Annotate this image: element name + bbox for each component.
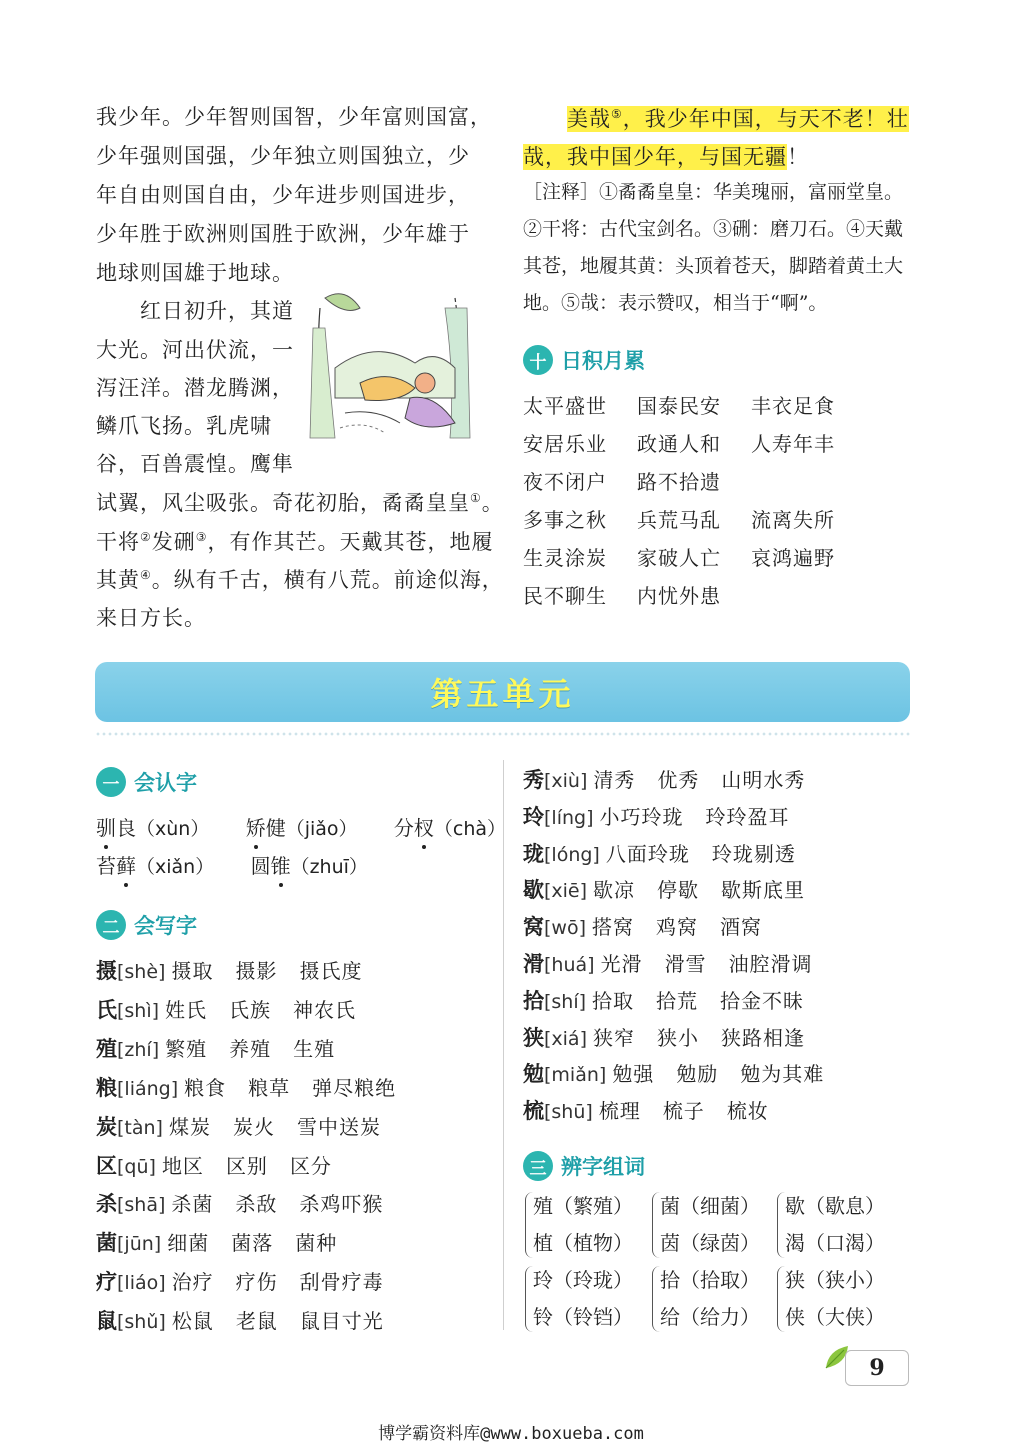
column-divider: [503, 760, 504, 1330]
write-pinyin: [liáng]: [117, 1077, 179, 1100]
write-char-row: [96, 1072, 418, 1102]
passage-line: 鳞爪飞扬。乳虎啸: [96, 414, 272, 438]
write-word: 拾金不昧: [720, 988, 805, 1013]
write-word: 鼠目寸光: [299, 1309, 384, 1334]
write-pinyin: [wō]: [544, 917, 586, 940]
write-char-row: [523, 985, 826, 1015]
word-pair-group: 菌（细菌） 茵（绿茵）: [660, 1188, 760, 1262]
phrase-row: 夜不闭户 路不拾遗: [523, 470, 721, 494]
write-word: 杀鸡吓猴: [299, 1192, 384, 1217]
write-word: 松鼠: [171, 1309, 214, 1334]
phrase-row: 太平盛世 国泰民安 丰衣足食: [523, 394, 835, 418]
write-pinyin: [xiá]: [544, 1027, 587, 1050]
write-pinyin: [líng]: [544, 806, 594, 829]
section-title: 会写字: [134, 914, 197, 938]
passage-line: 少年胜于欧洲则国胜于欧洲，少年雄于: [96, 222, 470, 246]
write-word: 繁殖: [165, 1036, 208, 1061]
write-word: 养殖: [229, 1036, 272, 1061]
phrase-row: 安居乐业 政通人和 人寿年丰: [523, 432, 835, 456]
write-word: 菌种: [295, 1231, 338, 1256]
write-word: 狭小: [657, 1025, 699, 1050]
note-line: ［注释］①矞矞皇皇：华美瑰丽，富丽堂皇。: [523, 181, 904, 203]
write-pinyin: [tàn]: [117, 1116, 163, 1139]
write-word: 八面玲珑: [605, 841, 690, 866]
passage-line: 地球则国雄于地球。: [96, 261, 294, 285]
write-char-row: [96, 1033, 357, 1063]
write-word: 区分: [289, 1153, 332, 1178]
write-char: 珑: [523, 840, 544, 866]
write-word: 细菌: [167, 1231, 210, 1256]
section-title: 日积月累: [561, 349, 645, 373]
write-char: 粮: [96, 1074, 117, 1100]
write-pinyin: [zhí]: [117, 1038, 160, 1061]
write-char-row: [96, 955, 384, 985]
word-pair-group: 玲（玲珑） 铃（铃铛）: [533, 1262, 633, 1336]
write-word: 摄氏度: [299, 959, 363, 983]
phrase-row: 民不聊生 内忧外患: [523, 584, 721, 608]
write-char: 菌: [96, 1230, 117, 1256]
write-char: 鼠: [96, 1308, 117, 1334]
word-pair-group: 狭（狭小） 侠（大侠）: [785, 1262, 885, 1336]
write-word: 老鼠: [235, 1309, 278, 1334]
write-word: 雪中送炭: [296, 1114, 381, 1139]
write-word: 油腔滑调: [728, 952, 813, 976]
write-word: 梳妆: [726, 1099, 769, 1124]
write-word: 菌落: [231, 1231, 274, 1256]
write-word: 治疗: [171, 1270, 214, 1295]
note-line: ②干将：古代宝剑名。③硎：磨刀石。④天戴: [523, 218, 904, 240]
passage-line: 干将②发硎③，有作其芒。天戴其苍，地履: [96, 530, 494, 554]
write-char: 疗: [96, 1269, 117, 1295]
write-word: 勉为其难: [740, 1062, 825, 1087]
write-word: 光滑: [600, 952, 643, 976]
write-pinyin: [xiē]: [544, 880, 588, 903]
read-row: 驯良（xùn） 矫健（jiǎo） 分杈（chà）: [96, 812, 536, 841]
write-char: 歇: [523, 877, 544, 903]
write-word: 疗伤: [235, 1270, 278, 1295]
unit-title: 第五单元: [430, 675, 575, 713]
section-title: 辨字组词: [561, 1155, 645, 1179]
write-char-row: [523, 764, 827, 794]
note-line: 其苍，地履其黄：头顶着苍天，脚踏着黄土大: [523, 255, 904, 277]
write-char: 秀: [523, 767, 544, 792]
write-word: 区别: [225, 1153, 268, 1178]
highlight-line-2: 哉，我中国少年，与国无疆！: [523, 145, 809, 169]
section-badge: 一: [96, 767, 126, 797]
write-char-row: [96, 1305, 406, 1335]
write-word: 酒窝: [720, 915, 762, 940]
passage-line: 年自由则国自由，少年进步则国进步，: [96, 183, 470, 207]
passage-line: 大光。河出伏流，一: [96, 338, 294, 362]
write-char-row: [96, 994, 378, 1024]
write-pinyin: [shì]: [117, 999, 160, 1022]
unit-banner: [95, 662, 910, 722]
write-word: 狭窄: [593, 1025, 635, 1050]
write-word: 梳子: [662, 1099, 705, 1124]
write-word: 山明水秀: [721, 768, 806, 792]
write-pinyin: [jūn]: [117, 1233, 162, 1256]
write-char-row: [523, 838, 818, 868]
write-word: 勉强: [612, 1062, 655, 1087]
write-char: 殖: [96, 1035, 117, 1061]
write-word: 氏族: [229, 997, 272, 1022]
write-char-row: [96, 1111, 403, 1141]
section-badge: 三: [523, 1151, 553, 1181]
write-word: 狭路相逢: [721, 1025, 805, 1050]
write-char: 区: [96, 1152, 117, 1178]
write-word: 优秀: [657, 768, 700, 792]
write-word: 杀敌: [235, 1192, 278, 1217]
write-word: 滑雪: [664, 952, 707, 976]
phrase-row: 生灵涂炭 家破人亡 哀鸿遍野: [523, 546, 835, 570]
write-char-row: [523, 874, 827, 904]
write-char: 拾: [523, 987, 544, 1013]
write-char-row: [523, 948, 835, 978]
write-word: 勉励: [676, 1062, 719, 1087]
passage-line: 试翼，风尘吸张。奇花初胎，矞矞皇皇①。: [96, 491, 504, 515]
write-word: 拾荒: [656, 988, 699, 1013]
write-pinyin: [xiù]: [544, 770, 588, 792]
write-char: 炭: [96, 1113, 117, 1139]
write-char: 杀: [96, 1191, 117, 1217]
write-char-row: [96, 1227, 359, 1257]
write-pinyin: [shí]: [544, 990, 587, 1013]
passage-line: 我少年。少年智则国智，少年富则国富，: [96, 105, 492, 129]
write-word: 煤炭: [168, 1114, 211, 1139]
passage-line: 来日方长。: [96, 606, 206, 630]
write-pinyin: [miǎn]: [544, 1064, 607, 1087]
write-word: 刮骨疗毒: [299, 1270, 384, 1295]
write-word: 玲珑剔透: [711, 841, 796, 866]
page-number: 9: [845, 1350, 909, 1386]
write-word: 杀菌: [171, 1192, 214, 1217]
write-word: 生殖: [293, 1036, 336, 1061]
passage-line: 少年强则国强，少年独立则国独立，少: [96, 144, 470, 168]
write-pinyin: [liáo]: [117, 1272, 166, 1295]
write-pinyin: [shā]: [117, 1194, 166, 1217]
write-char-row: [523, 801, 812, 831]
section-heading-read: [96, 767, 197, 797]
passage-line: 其黄④。纵有千古，横有八荒。前途似海，: [96, 568, 504, 592]
write-word: 炭火: [232, 1114, 275, 1139]
write-char: 梳: [523, 1098, 544, 1124]
write-char: 狭: [523, 1024, 544, 1050]
write-word: 拾取: [592, 988, 635, 1013]
write-pinyin: [qū]: [117, 1155, 156, 1178]
write-word: 小巧玲珑: [599, 804, 684, 829]
write-word: 粮草: [248, 1075, 291, 1100]
write-word: 神农氏: [293, 997, 357, 1022]
write-pinyin: [lóng]: [544, 843, 600, 866]
write-word: 歇凉: [593, 878, 636, 903]
passage-line: 泻汪洋。潜龙腾渊，: [96, 376, 294, 400]
write-char: 窝: [523, 914, 544, 940]
word-pair-group: 歇（歇息） 渴（口渴）: [785, 1188, 885, 1262]
note-line: 地。⑤哉：表示赞叹，相当于“啊”。: [523, 292, 828, 314]
write-char-row: [523, 1095, 791, 1125]
write-word: 摄取: [171, 959, 214, 983]
write-word: 粮食: [184, 1075, 227, 1100]
write-char: 摄: [96, 958, 117, 983]
section-heading-distinguish: [523, 1151, 645, 1181]
write-char: 滑: [523, 951, 544, 976]
write-char-row: [96, 1266, 406, 1296]
write-word: 姓氏: [165, 997, 208, 1022]
footer-watermark: 博学霸资料库@www.boxueba.com: [378, 1424, 644, 1444]
section-badge: 二: [96, 910, 126, 940]
write-word: 歇斯底里: [721, 878, 806, 903]
illustration-dragon-scene: [305, 288, 475, 448]
write-word: 清秀: [593, 768, 636, 792]
write-word: 弹尽粮绝: [312, 1075, 397, 1100]
write-char-row: [523, 1022, 827, 1052]
word-pair-group: 殖（繁殖） 植（植物）: [533, 1188, 633, 1262]
write-word: 搭窝: [592, 915, 634, 940]
write-word: 鸡窝: [656, 915, 698, 940]
write-char-row: [523, 1058, 846, 1088]
write-char: 氏: [96, 996, 117, 1022]
write-word: 玲玲盈耳: [705, 804, 790, 829]
write-char-row: [96, 1188, 405, 1218]
section-heading-write: [96, 910, 197, 940]
passage-line: 红日初升，其道: [140, 299, 294, 323]
write-word: 摄影: [235, 959, 278, 983]
write-char: 玲: [523, 803, 544, 829]
section-badge: 十: [523, 345, 553, 375]
read-row: 苔藓（xiǎn） 圆锥（zhuī）: [96, 850, 398, 879]
write-pinyin: [shū]: [544, 1101, 593, 1124]
write-word: 梳理: [598, 1099, 641, 1124]
write-char-row: [96, 1150, 354, 1180]
phrase-row: 多事之秋 兵荒马乱 流离失所: [523, 508, 835, 532]
write-pinyin: [huá]: [544, 954, 595, 976]
section-title: 会认字: [134, 771, 197, 795]
write-char-row: [523, 911, 784, 941]
dotted-divider: [95, 731, 910, 737]
word-pair-group: 拾（拾取） 给（给力）: [660, 1262, 760, 1336]
write-word: 停歇: [657, 878, 700, 903]
section-heading-daily: [523, 345, 645, 375]
write-pinyin: [shè]: [117, 961, 166, 983]
write-char: 勉: [523, 1061, 544, 1087]
highlight-line-1: 美哉⑤，我少年中国，与天不老！壮: [567, 107, 909, 131]
passage-line: 谷，百兽震惶。鹰隼: [96, 452, 294, 476]
write-pinyin: [shǔ]: [117, 1311, 166, 1334]
write-word: 地区: [161, 1153, 204, 1178]
